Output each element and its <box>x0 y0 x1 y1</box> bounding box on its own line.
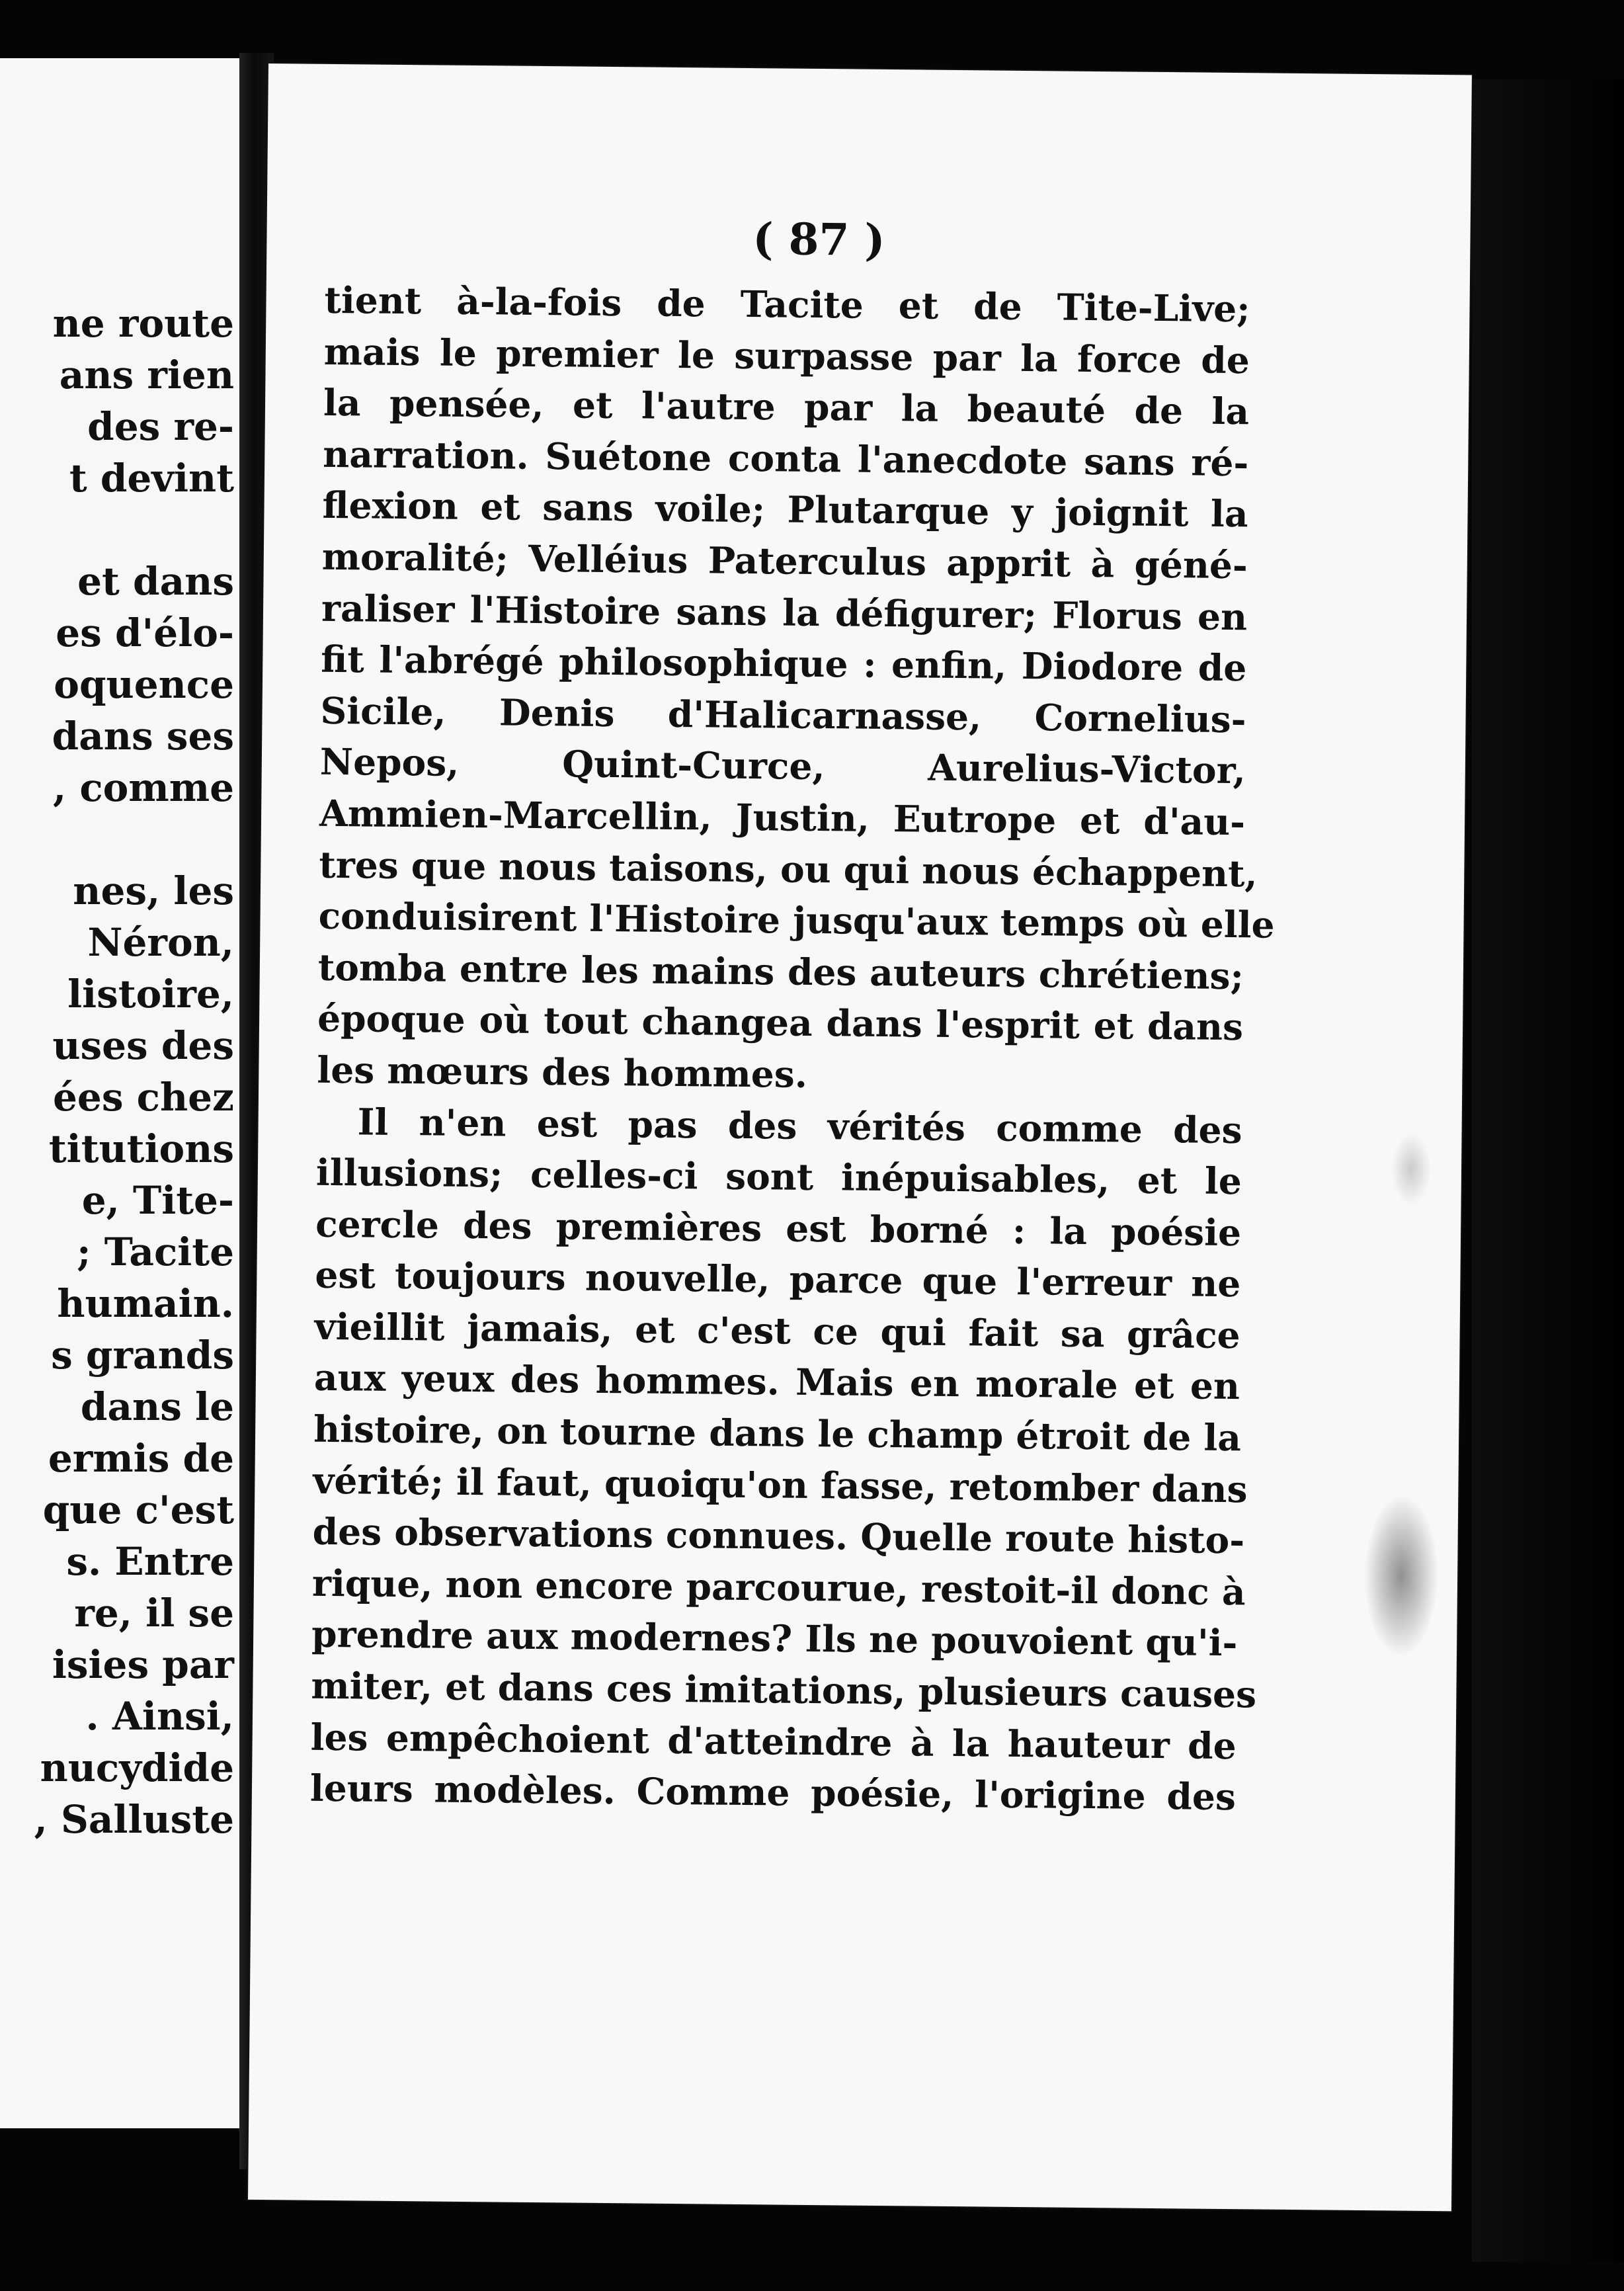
left-page-line: dans le <box>80 1384 234 1429</box>
left-page-line: isies par <box>52 1642 234 1687</box>
left-page-line: titutions <box>48 1126 234 1171</box>
left-page-line: des re- <box>87 404 234 449</box>
text-line: vieillit jamais, et c'est ce qui fait sa grâce <box>314 1304 1240 1357</box>
text-line: tomba entre les mains des auteurs chrétiens; <box>317 945 1244 997</box>
left-page-line: . Ainsi, <box>85 1694 234 1739</box>
text-line: leurs modèles. Comme poésie, l'origine des <box>309 1766 1237 1819</box>
text-line: cercle des premières est borné : la poésie <box>315 1202 1242 1254</box>
text-line: tient à-la-fois de Tacite et de Tite-Live; <box>324 278 1250 331</box>
left-page-line: et dans <box>77 559 234 604</box>
text-line: tres que nous taisons, ou qui nous échappent, <box>319 843 1258 895</box>
text-line: des observations connues. Quelle route histo- <box>312 1509 1245 1562</box>
body-text <box>309 274 1275 1823</box>
text-line: raliser l'Histoire sans la défigurer; Florus en <box>321 586 1248 638</box>
text-line: la pensée, et l'autre par la beauté de la <box>323 381 1250 433</box>
text-line: aux yeux des hommes. Mais en morale et en <box>313 1356 1240 1408</box>
text-line: Il n'en est pas des vérités comme des <box>357 1099 1242 1151</box>
text-line: illusions; celles-ci sont inépuisables, et le <box>315 1150 1242 1203</box>
left-page-line: t devint <box>69 456 234 501</box>
left-page-line: Néron, <box>87 920 234 965</box>
left-page-line: dans ses <box>52 714 234 759</box>
left-page-line: uses des <box>52 1023 234 1068</box>
text-line: époque où tout changea dans l'esprit et dans <box>317 997 1244 1049</box>
left-page-line: nes, les <box>73 868 234 913</box>
left-page-line: ermis de <box>48 1436 234 1481</box>
left-page-line: ; Tacite <box>77 1229 234 1274</box>
text-line: rique, non encore parcourue, restoit-il donc à <box>311 1561 1246 1614</box>
text-line: moralité; Velléius Paterculus apprit à géné- <box>321 534 1248 587</box>
right-page <box>248 63 1472 2211</box>
text-line: vérité; il faut, quoiqu'on fasse, retomber dans <box>313 1458 1248 1511</box>
page-number: ( 87 ) <box>752 213 885 266</box>
text-line: histoire, on tourne dans le champ étroit de la <box>313 1407 1242 1460</box>
left-page-line: ans rien <box>59 353 234 397</box>
text-line: narration. Suétone conta l'anecdote sans ré- <box>323 432 1249 485</box>
left-page-line: que c'est <box>42 1487 234 1532</box>
text-line: conduisirent l'Histoire jusqu'aux temps où elle <box>318 894 1275 946</box>
left-page-line: oquence <box>54 662 234 707</box>
text-line: prendre aux modernes? Ils ne pouvoient qu'i- <box>311 1612 1238 1665</box>
left-facing-page <box>0 58 239 2128</box>
left-page-line: nucydide <box>40 1745 234 1790</box>
left-page-line: , Salluste <box>34 1797 234 1842</box>
left-page-line: s. Entre <box>66 1539 234 1584</box>
text-line: Ammien-Marcellin, Justin, Eutrope et d'au- <box>319 791 1246 844</box>
left-page-line: humain. <box>57 1281 234 1326</box>
text-line: les mœurs des hommes. <box>317 1048 808 1096</box>
left-page-line: re, il se <box>74 1591 234 1636</box>
text-line: mais le premier le surpasse par la force de <box>323 329 1250 382</box>
text-line: Nepos, Quint-Curce, Aurelius-Victor, <box>319 740 1246 792</box>
left-page-line: ne route <box>52 301 234 346</box>
left-page-line: listoire, <box>67 972 234 1017</box>
scan-edge-shadow <box>1472 79 1624 2262</box>
text-line: miter, et dans ces imitations, plusieurs causes <box>311 1663 1257 1716</box>
text-line: est toujours nouvelle, parce que l'erreur ne <box>315 1253 1241 1306</box>
left-page-line: ées chez <box>53 1075 234 1120</box>
paper-stain <box>1364 1496 1438 1655</box>
left-page-line: e, Tite- <box>81 1178 234 1223</box>
left-page-line: es d'élo- <box>56 610 234 655</box>
text-line: les empêchoient d'atteindre à la hauteur de <box>310 1715 1237 1767</box>
left-page-line: , comme <box>52 765 234 810</box>
text-line: flexion et sans voile; Plutarque y joignit la <box>322 483 1248 536</box>
text-line: fit l'abrégé philosophique : enfin, Diodore de <box>321 637 1247 690</box>
text-line: Sicile, Denis d'Halicarnasse, Cornelius- <box>320 688 1246 741</box>
paper-stain <box>1391 1132 1432 1206</box>
left-page-line: s grands <box>51 1333 234 1378</box>
